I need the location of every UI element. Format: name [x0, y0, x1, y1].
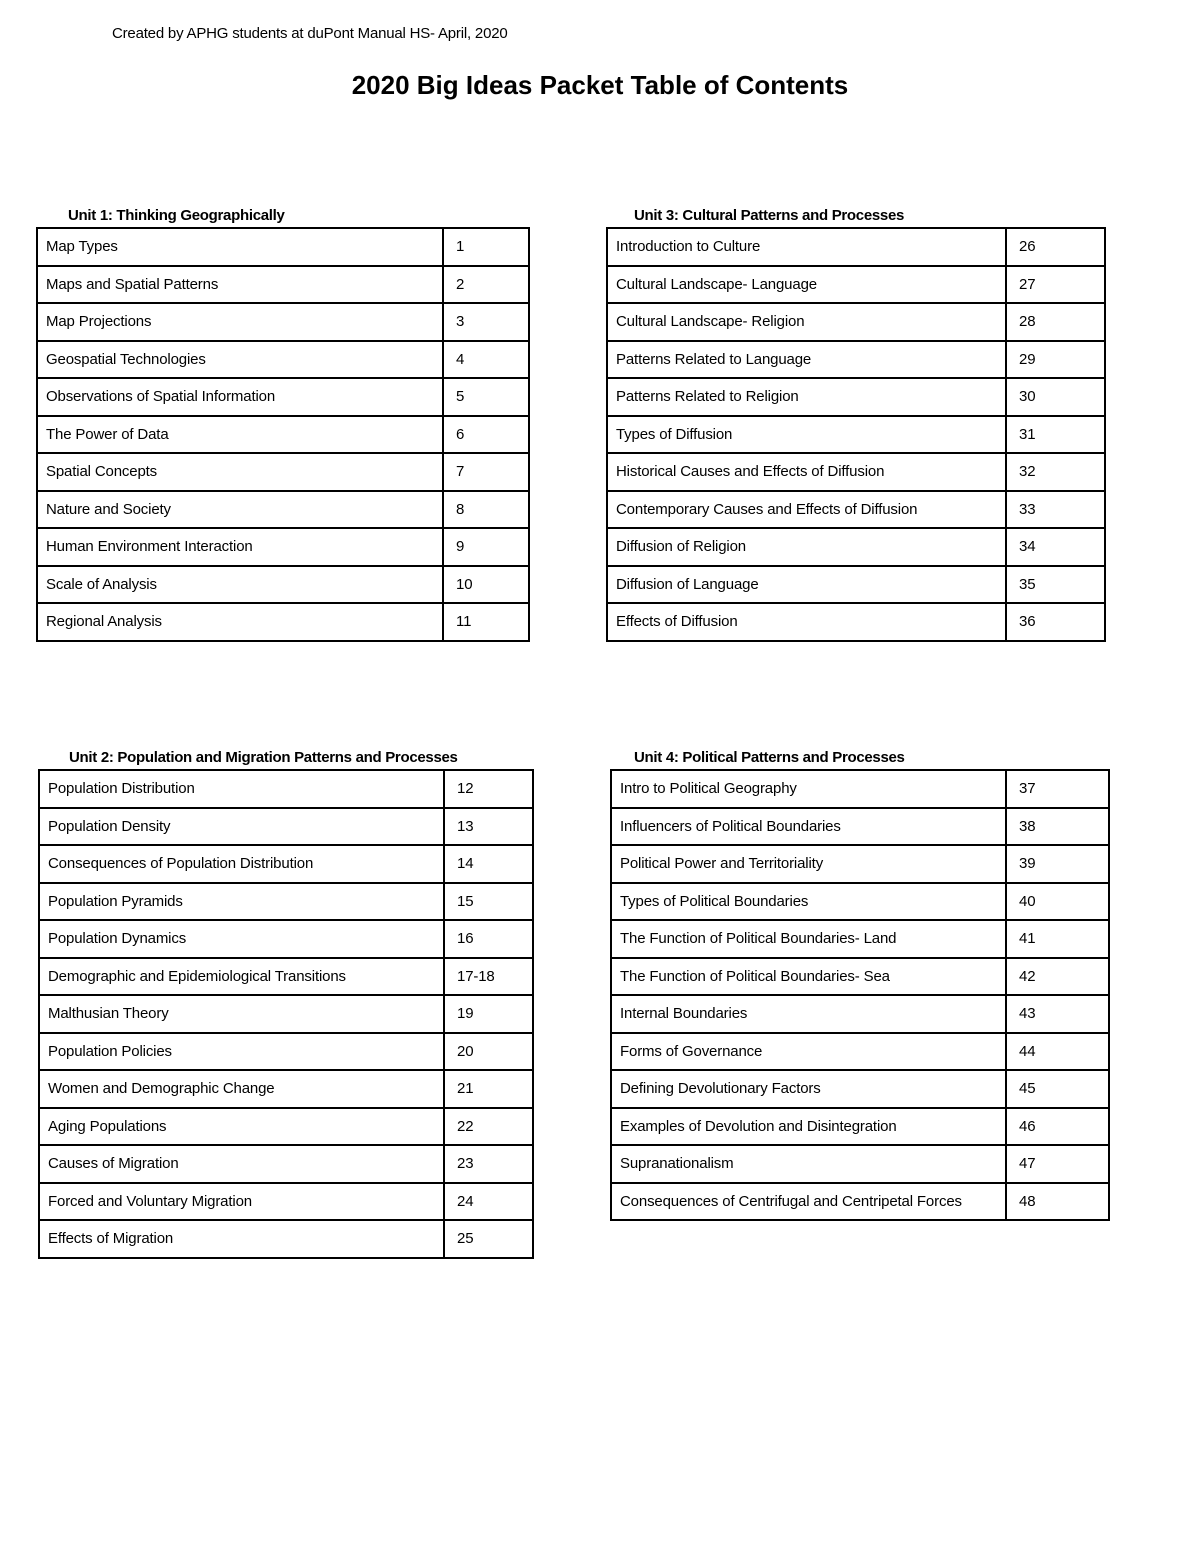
table-row: [39, 1070, 533, 1108]
topic-cell: Scale of Analysis: [37, 566, 443, 604]
page-number-cell: 45: [1006, 1070, 1109, 1108]
page-number-cell: 43: [1006, 995, 1109, 1033]
page-number-cell: 19: [444, 995, 533, 1033]
topic-cell: Influencers of Political Boundaries: [611, 808, 1006, 846]
topic-cell: Supranationalism: [611, 1145, 1006, 1183]
table-row: [37, 453, 529, 491]
page-number-cell: 21: [444, 1070, 533, 1108]
table-row: [39, 883, 533, 921]
table-row: [37, 266, 529, 304]
topic-cell: Population Policies: [39, 1033, 444, 1071]
table-row: [611, 1145, 1109, 1183]
topic-cell: Nature and Society: [37, 491, 443, 529]
unit-3-section: [606, 207, 1106, 642]
table-row: [37, 603, 529, 641]
table-row: [611, 1070, 1109, 1108]
page-number-cell: 3: [443, 303, 529, 341]
topic-cell: Population Distribution: [39, 770, 444, 808]
topic-cell: Defining Devolutionary Factors: [611, 1070, 1006, 1108]
topic-cell: Types of Diffusion: [607, 416, 1006, 454]
topic-cell: Map Types: [37, 228, 443, 266]
table-row: [39, 1033, 533, 1071]
page-number-cell: 20: [444, 1033, 533, 1071]
page-number-cell: 2: [443, 266, 529, 304]
table-row: [37, 303, 529, 341]
page-number-cell: 29: [1006, 341, 1105, 379]
unit-4-section: [610, 749, 1110, 1221]
table-row: [607, 228, 1105, 266]
table-row: [607, 528, 1105, 566]
page-title: 2020 Big Ideas Packet Table of Contents: [351, 70, 849, 100]
page-number-cell: 26: [1006, 228, 1105, 266]
unit-4-table: [610, 769, 1110, 1221]
page-number-cell: 23: [444, 1145, 533, 1183]
table-row: [39, 920, 533, 958]
topic-cell: Consequences of Centrifugal and Centripetal Forces: [611, 1183, 1006, 1221]
topic-cell: Women and Demographic Change: [39, 1070, 444, 1108]
table-row: [37, 491, 529, 529]
page-number-cell: 25: [444, 1220, 533, 1258]
topic-cell: Cultural Landscape- Language: [607, 266, 1006, 304]
page-number-cell: 34: [1006, 528, 1105, 566]
page-number-cell: 40: [1006, 883, 1109, 921]
table-row: [611, 1183, 1109, 1221]
page-number-cell: 39: [1006, 845, 1109, 883]
page-number-cell: 31: [1006, 416, 1105, 454]
unit-2-section: [38, 749, 534, 1259]
topic-cell: Types of Political Boundaries: [611, 883, 1006, 921]
table-row: [611, 920, 1109, 958]
page-number-cell: 11: [443, 603, 529, 641]
table-row: [37, 416, 529, 454]
page-number-cell: 12: [444, 770, 533, 808]
topic-cell: Map Projections: [37, 303, 443, 341]
topic-cell: Human Environment Interaction: [37, 528, 443, 566]
table-row: [611, 883, 1109, 921]
page-number-cell: 14: [444, 845, 533, 883]
topic-cell: Demographic and Epidemiological Transitions: [39, 958, 444, 996]
topic-cell: Examples of Devolution and Disintegration: [611, 1108, 1006, 1146]
table-row: [39, 1108, 533, 1146]
page-number-cell: 47: [1006, 1145, 1109, 1183]
page-number-cell: 13: [444, 808, 533, 846]
unit-3-table: [606, 227, 1106, 642]
topic-cell: Diffusion of Religion: [607, 528, 1006, 566]
table-row: [607, 603, 1105, 641]
page-number-cell: 16: [444, 920, 533, 958]
unit-4-heading: Unit 4: Political Patterns and Processes: [634, 749, 905, 766]
topic-cell: Diffusion of Language: [607, 566, 1006, 604]
unit-1-table: [36, 227, 530, 642]
topic-cell: The Function of Political Boundaries- Land: [611, 920, 1006, 958]
topic-cell: Effects of Migration: [39, 1220, 444, 1258]
page-number-cell: 24: [444, 1183, 533, 1221]
table-row: [37, 341, 529, 379]
table-row: [607, 378, 1105, 416]
table-row: [37, 378, 529, 416]
page-number-cell: 7: [443, 453, 529, 491]
topic-cell: The Function of Political Boundaries- Sea: [611, 958, 1006, 996]
unit-1-section: [36, 207, 530, 642]
table-row: [607, 491, 1105, 529]
table-row: [39, 808, 533, 846]
page-number-cell: 5: [443, 378, 529, 416]
topic-cell: Forms of Governance: [611, 1033, 1006, 1071]
topic-cell: Regional Analysis: [37, 603, 443, 641]
topic-cell: Spatial Concepts: [37, 453, 443, 491]
topic-cell: Population Density: [39, 808, 444, 846]
table-row: [607, 566, 1105, 604]
credit-line: Created by APHG students at duPont Manual HS- April, 2020: [112, 25, 508, 42]
table-row: [39, 770, 533, 808]
topic-cell: Patterns Related to Language: [607, 341, 1006, 379]
topic-cell: Effects of Diffusion: [607, 603, 1006, 641]
page-number-cell: 8: [443, 491, 529, 529]
page-number-cell: 41: [1006, 920, 1109, 958]
table-row: [607, 303, 1105, 341]
page-number-cell: 22: [444, 1108, 533, 1146]
topic-cell: Aging Populations: [39, 1108, 444, 1146]
table-row: [37, 566, 529, 604]
table-row: [39, 1220, 533, 1258]
table-row: [39, 1183, 533, 1221]
topic-cell: Observations of Spatial Information: [37, 378, 443, 416]
unit-2-table: [38, 769, 534, 1259]
topic-cell: Historical Causes and Effects of Diffusion: [607, 453, 1006, 491]
topic-cell: Forced and Voluntary Migration: [39, 1183, 444, 1221]
table-row: [607, 453, 1105, 491]
page-number-cell: 4: [443, 341, 529, 379]
table-row: [611, 808, 1109, 846]
table-row: [611, 995, 1109, 1033]
page-number-cell: 42: [1006, 958, 1109, 996]
topic-cell: Cultural Landscape- Religion: [607, 303, 1006, 341]
topic-cell: Consequences of Population Distribution: [39, 845, 444, 883]
topic-cell: Patterns Related to Religion: [607, 378, 1006, 416]
page-number-cell: 1: [443, 228, 529, 266]
page-number-cell: 32: [1006, 453, 1105, 491]
page-number-cell: 35: [1006, 566, 1105, 604]
topic-cell: The Power of Data: [37, 416, 443, 454]
page-number-cell: 38: [1006, 808, 1109, 846]
table-row: [607, 416, 1105, 454]
topic-cell: Internal Boundaries: [611, 995, 1006, 1033]
page-number-cell: 37: [1006, 770, 1109, 808]
topic-cell: Introduction to Culture: [607, 228, 1006, 266]
page-number-cell: 10: [443, 566, 529, 604]
page-number-cell: 15: [444, 883, 533, 921]
table-row: [607, 266, 1105, 304]
table-row: [611, 1108, 1109, 1146]
table-row: [611, 845, 1109, 883]
page-number-cell: 30: [1006, 378, 1105, 416]
page-number-cell: 28: [1006, 303, 1105, 341]
table-row: [37, 228, 529, 266]
table-row: [39, 995, 533, 1033]
unit-1-heading: Unit 1: Thinking Geographically: [68, 207, 285, 224]
table-row: [39, 1145, 533, 1183]
page-number-cell: 9: [443, 528, 529, 566]
table-row: [39, 958, 533, 996]
page-number-cell: 48: [1006, 1183, 1109, 1221]
table-row: [39, 845, 533, 883]
page-number-cell: 46: [1006, 1108, 1109, 1146]
topic-cell: Population Dynamics: [39, 920, 444, 958]
page-number-cell: 44: [1006, 1033, 1109, 1071]
topic-cell: Geospatial Technologies: [37, 341, 443, 379]
page-number-cell: 33: [1006, 491, 1105, 529]
page-number-cell: 27: [1006, 266, 1105, 304]
topic-cell: Causes of Migration: [39, 1145, 444, 1183]
table-row: [607, 341, 1105, 379]
topic-cell: Intro to Political Geography: [611, 770, 1006, 808]
table-row: [611, 1033, 1109, 1071]
unit-2-heading: Unit 2: Population and Migration Patterns and Processes: [69, 749, 458, 766]
table-row: [611, 770, 1109, 808]
page-number-cell: 17-18: [444, 958, 533, 996]
table-row: [611, 958, 1109, 996]
topic-cell: Maps and Spatial Patterns: [37, 266, 443, 304]
topic-cell: Malthusian Theory: [39, 995, 444, 1033]
page-number-cell: 36: [1006, 603, 1105, 641]
topic-cell: Population Pyramids: [39, 883, 444, 921]
topic-cell: Political Power and Territoriality: [611, 845, 1006, 883]
table-row: [37, 528, 529, 566]
unit-3-heading: Unit 3: Cultural Patterns and Processes: [634, 207, 905, 224]
topic-cell: Contemporary Causes and Effects of Diffusion: [607, 491, 1006, 529]
page-number-cell: 6: [443, 416, 529, 454]
